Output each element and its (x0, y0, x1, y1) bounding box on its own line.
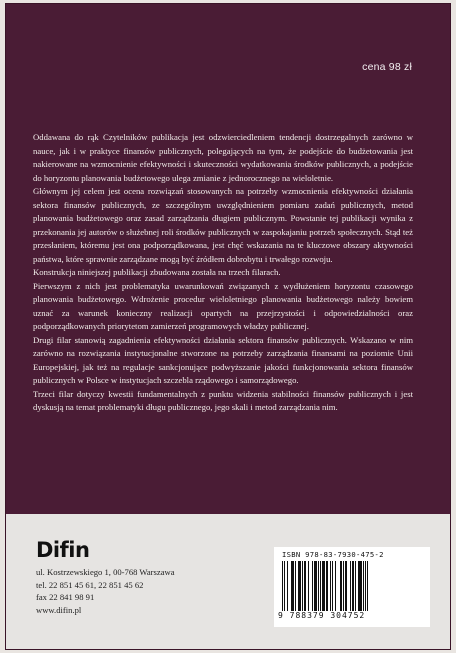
publisher-fax: fax 22 841 98 91 (36, 592, 95, 602)
publisher-website: www.difin.pl (36, 604, 82, 615)
paragraph-1: Oddawana do rąk Czytelników publikacja jest odzwierciedleniem tendencji dostrzegalnych zarówno w nauce, jak i w praktyce finansów publicznych, polegających na tym, że podejście do budżetowania jest nakierowane na wzmocnienie efektywności i skuteczności wydatkowania środków publicznych, a podejście do horyzontu planowania budżetowego ulega zmianie z jednorocznego na wieloletnie. (33, 132, 413, 183)
paragraph-2: Głównym jej celem jest ocena rozwiązań stosowanych na potrzeby wzmocnienia efektywności działania sektora finansów publicznych, ze szczególnym uwzględnieniem pomiaru zadań publicznych, metod planowania budżetowego oraz zasad zarządzania długiem publicznym. Powstanie tej publikacji wynika z przekonania jej autorów o służebnej roli środków publicznych w zaspokajaniu potrzeb społecznych. Stąd też przesłaniem, któremu jest ona podporządkowana, jest chęć wskazania na te kluczowe obszary aktywności państwa, które sprawnie zarządzane mogą być źródłem dobrobytu i trwałego rozwoju. (33, 186, 413, 264)
price-label: cena 98 zł (362, 61, 412, 73)
publisher-phone: tel. 22 851 45 61, 22 851 45 62 (36, 579, 144, 590)
paragraph-6: Trzeci filar dotyczy kwestii fundamentalnych z punktu widzenia stabilności finansów publicznych i jest dyskusją na temat problematyki długu publicznego, jego skali i metod zarządzania nim. (33, 388, 413, 412)
publisher-address: ul. Kostrzewskiego 1, 00-768 Warszawa (36, 567, 175, 577)
paragraph-3: Konstrukcja niniejszej publikacji zbudowana została na trzech filarach. (33, 267, 281, 277)
barcode-stripe (367, 561, 368, 611)
paragraph-4: Pierwszym z nich jest problematyka uwarunkowań związanych z wydłużeniem horyzontu czasowego planowania budżetowego. Wdrożenie procedur wieloletniego planowania budżetowego należy bowiem uznać za warunek konieczny realizacji opartych na przejrzystości i odpowiedzialności oraz podporządkowanych priorytetom zamierzeń programowych władzy publicznej. (33, 280, 413, 331)
barcode-number: 9 788379 304752 (278, 611, 366, 620)
description-text (33, 131, 413, 415)
barcode-bars (282, 561, 422, 611)
isbn-barcode (274, 547, 430, 627)
publisher-logo: Difin (36, 538, 90, 562)
back-cover (6, 4, 450, 649)
publisher-band (6, 514, 450, 649)
isbn-label: ISBN 978-83-7930-475-2 (282, 550, 384, 559)
publisher-contact (36, 566, 175, 616)
paragraph-5: Drugi filar stanowią zagadnienia efektywności działania sektora finansów publicznych. Wskazano w nim zarówno na rozwiązania instytucjonalne stworzone na potrzeby zarządzania finansami na poziomie Unii Europejskiej, jak też na regulacje sankcjonujące podwyższanie jakości funkcjonowania sektora finansów publicznych w Polsce w instytucjach szczebla rządowego i samorządowego. (33, 334, 413, 385)
